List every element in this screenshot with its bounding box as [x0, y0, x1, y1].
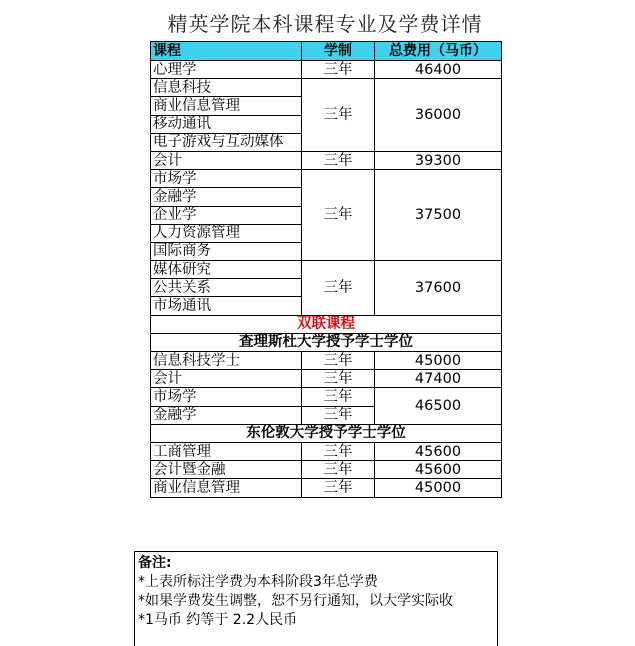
duration-cell: 三年 [302, 261, 375, 316]
notes-title: 备注: [138, 555, 172, 571]
notes-box [134, 551, 498, 646]
course-cell: 公共关系 [151, 279, 302, 297]
duration-cell: 三年 [302, 151, 375, 169]
table-row [151, 170, 502, 188]
page-title: 精英学院本科课程专业及学费详情 [167, 12, 483, 36]
duration-cell: 三年 [302, 170, 375, 261]
table-row [151, 61, 502, 79]
table-row [151, 479, 502, 497]
duration-cell: 三年 [302, 388, 375, 406]
header-duration: 学制 [302, 42, 375, 61]
table-row [151, 352, 502, 370]
duration-cell: 三年 [302, 370, 375, 388]
duration-cell: 三年 [302, 352, 375, 370]
table-row [151, 151, 502, 169]
duration-cell: 三年 [302, 442, 375, 460]
course-cell: 移动通讯 [151, 115, 302, 133]
notes-line: *如果学费发生调整，恕不另行通知，以大学实际收 [138, 593, 453, 609]
table-row [151, 442, 502, 460]
fee-cell: 39300 [375, 151, 502, 169]
table-row [151, 461, 502, 479]
course-cell: 市场学 [151, 170, 302, 188]
charles-sturt-title: 查理斯杜大学授予学士学位 [151, 333, 502, 351]
fee-cell: 45600 [375, 461, 502, 479]
course-cell: 金融学 [151, 188, 302, 206]
course-cell: 信息科技学士 [151, 352, 302, 370]
fee-cell: 45000 [375, 479, 502, 497]
table-row [151, 370, 502, 388]
fee-table [150, 41, 502, 498]
course-cell: 人力资源管理 [151, 224, 302, 242]
fee-cell: 45000 [375, 352, 502, 370]
table-row [151, 388, 502, 406]
notes-line: *上表所标注学费为本科阶段3年总学费 [138, 574, 378, 590]
fee-cell: 46400 [375, 61, 502, 79]
course-cell: 国际商务 [151, 242, 302, 260]
course-cell: 商业信息管理 [151, 97, 302, 115]
table-row [151, 79, 502, 97]
fee-cell: 36000 [375, 79, 502, 152]
course-cell: 市场学 [151, 388, 302, 406]
course-cell: 市场通讯 [151, 297, 302, 315]
section-row [151, 315, 502, 333]
duration-cell: 三年 [302, 61, 375, 79]
course-cell: 商业信息管理 [151, 479, 302, 497]
section-row [151, 424, 502, 442]
course-cell: 工商管理 [151, 442, 302, 460]
course-cell: 电子游戏与互动媒体 [151, 133, 302, 151]
course-cell: 会计 [151, 370, 302, 388]
duration-cell: 三年 [302, 461, 375, 479]
course-cell: 金融学 [151, 406, 302, 424]
notes-line: *1马币 约等于 2.2人民币 [138, 612, 298, 628]
course-cell: 企业学 [151, 206, 302, 224]
header-course: 课程 [151, 42, 302, 61]
fee-cell: 46500 [375, 388, 502, 424]
course-cell: 信息科技 [151, 79, 302, 97]
fee-cell: 45600 [375, 442, 502, 460]
dual-program-label: 双联课程 [151, 315, 502, 333]
course-cell: 媒体研究 [151, 261, 302, 279]
course-cell: 心理学 [151, 61, 302, 79]
duration-cell: 三年 [302, 479, 375, 497]
header-fee: 总费用（马币） [375, 42, 502, 61]
section-row [151, 333, 502, 351]
table-header-row [151, 42, 502, 61]
east-london-title: 东伦敦大学授予学士学位 [151, 424, 502, 442]
fee-cell: 47400 [375, 370, 502, 388]
course-cell: 会计暨金融 [151, 461, 302, 479]
duration-cell: 三年 [302, 79, 375, 152]
fee-cell: 37600 [375, 261, 502, 316]
course-cell: 会计 [151, 151, 302, 169]
duration-cell: 三年 [302, 406, 375, 424]
table-row [151, 261, 502, 279]
fee-cell: 37500 [375, 170, 502, 261]
